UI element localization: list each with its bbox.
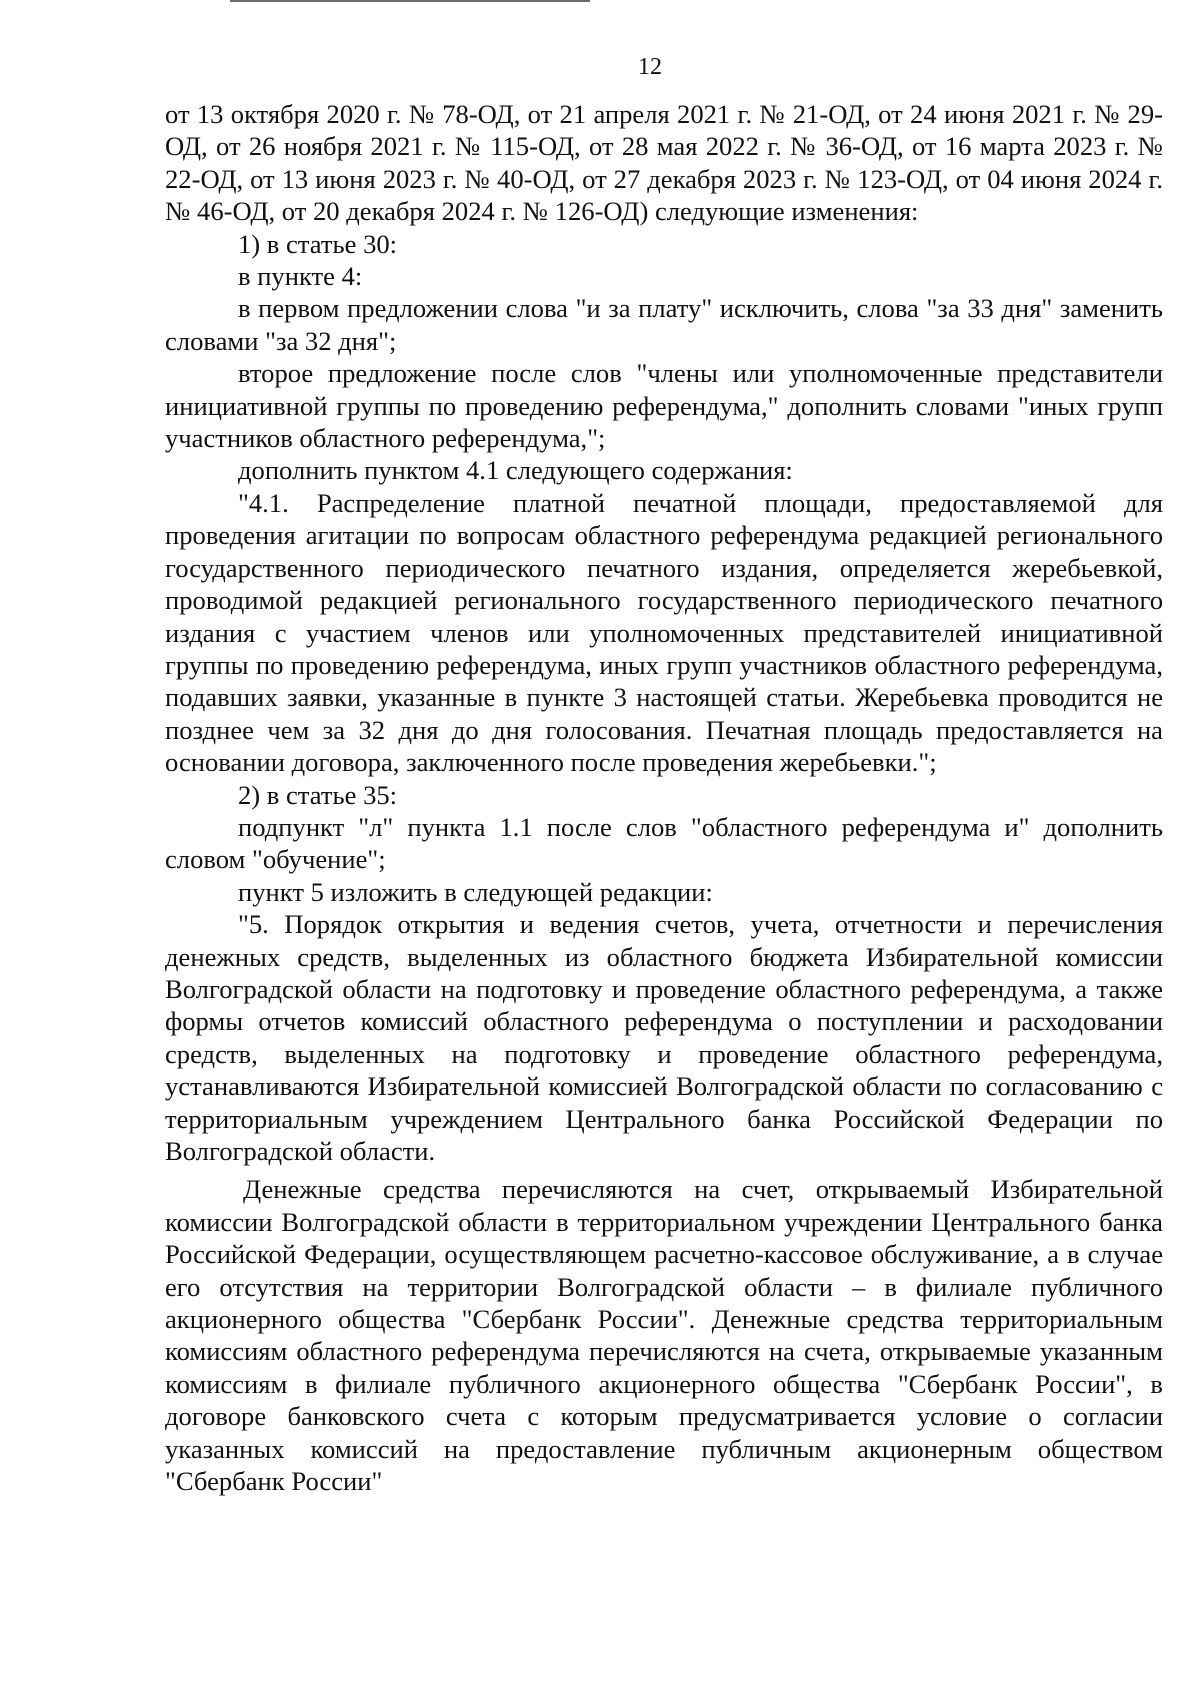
paragraph-subpoint-l: подпункт "л" пункта 1.1 после слов "областного референдума и" дополнить словом "обучение"; bbox=[165, 811, 1163, 875]
paragraph-point-4: в пункте 4: bbox=[238, 261, 363, 292]
paragraph-funds-transfer: Денежные средства перечисляются на счет, открываемый Избирательной комиссии Волгоградской области в территориальном учреждении Центрального банка Российской Федерации, осуществляющем расчетно-кассовое обслуживание, а в случае его отсутствия на территории Волгоградской области – в филиале публичного акционерного общества "Сбербанк России". Денежные средства территориальным комиссиям областного референдума перечисляются на счета, открываемые указанным комиссиям в филиале публичного акционерного общества "Сбербанк России", в договоре банковского счета с которым предусматривается условие о согласии указанных комиссий на предоставление публичным акционерным обществом "Сбербанк России" bbox=[165, 1174, 1163, 1497]
paragraph-article-35: 2) в статье 35: bbox=[238, 779, 398, 810]
document-body bbox=[165, 98, 1163, 1497]
page-number: 12 bbox=[638, 54, 662, 80]
paragraph-second-sentence: второе предложение после слов "члены или уполномоченные представители инициативной группы по проведению референдума," дополнить словами "иных групп участников областного референдума,"; bbox=[165, 358, 1163, 454]
paragraph-intro: от 13 октября 2020 г. № 78-ОД, от 21 апреля 2021 г. № 21-ОД, от 24 июня 2021 г. № 29-ОД, от 26 ноября 2021 г. № 115-ОД, от 28 мая 2022 г. № 36-ОД, от 16 марта 2023 г. № 22-ОД, от 13 июня 2023 г. № 40-ОД, от 27 декабря 2023 г. № 123-ОД, от 04 июня 2024 г. № 46-ОД, от 20 декабря 2024 г. № 126-ОД) следующие изменения: bbox=[165, 99, 1163, 227]
paragraph-point-5: пункт 5 изложить в следующей редакции: bbox=[238, 876, 713, 907]
paragraph-add-point-4-1: дополнить пунктом 4.1 следующего содержания: bbox=[238, 455, 793, 486]
paragraph-point-5-text: "5. Порядок открытия и ведения счетов, учета, отчетности и перечисления денежных средств, выделенных из областного бюджета Избирательной комиссии Волгоградской области на подготовку и проведение областного референдума, а также формы отчетов комиссий областного референдума о поступлении и расходовании средств, выделенных на подготовку и проведение областного референдума, устанавливаются Избирательной комиссией Волгоградской области по согласованию с территориальным учреждением Центрального банка Российской Федерации по Волгоградской области. bbox=[165, 909, 1163, 1166]
paragraph-first-sentence: в первом предложении слова "и за плату" исключить, слова "за 33 дня" заменить словами "за 32 дня"; bbox=[165, 293, 1163, 356]
paragraph-point-4-1-text: "4.1. Распределение платной печатной площади, предоставляемой для проведения агитации по вопросам областного референдума редакцией регионального государственного периодического печатного издания, определяется жеребьевкой, проводимой редакцией регионального государственного периодического печатного издания с участием членов или уполномоченных представителей инициативной группы по проведению референдума, иных групп участников областного референдума, подавших заявки, указанные в пункте 3 настоящей статьи. Жеребьевка проводится не позднее чем за 32 дня до дня голосования. Печатная площадь предоставляется на основании договора, заключенного после проведения жеребьевки."; bbox=[165, 487, 1163, 778]
scan-edge-line bbox=[230, 0, 590, 2]
paragraph-article-30: 1) в статье 30: bbox=[238, 228, 398, 259]
